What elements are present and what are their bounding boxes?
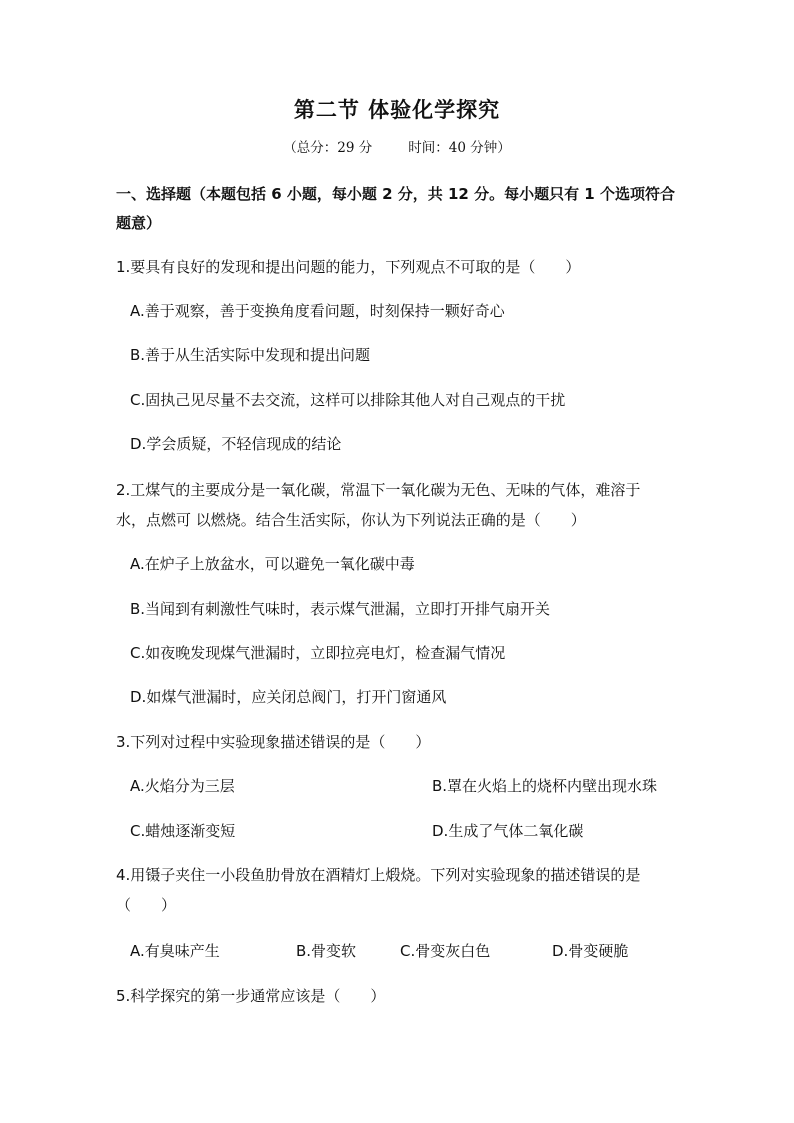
question-1-option-a: A.善于观察，善于变换角度看问题，时刻保持一颗好奇心 <box>130 302 505 320</box>
total-score: （总分：29 分 <box>283 140 373 156</box>
time-limit: 时间：40 分钟） <box>408 140 511 156</box>
exam-info <box>0 136 794 156</box>
question-4-stem-line-2: （ ） <box>116 896 177 914</box>
question-2-option-c: C.如夜晚发现煤气泄漏时，立即拉亮电灯，检查漏气情况 <box>130 644 506 662</box>
question-2-stem-line-1: 2.工煤气的主要成分是一氧化碳，常温下一氧化碳为无色、无味的气体，难溶于 <box>116 481 641 499</box>
question-3-option-b: B.罩在火焰上的烧杯内壁出现水珠 <box>432 777 658 795</box>
question-2-option-b: B.当闻到有刺激性气味时，表示煤气泄漏，立即打开排气扇开关 <box>130 600 551 618</box>
question-4-option-b: B.骨变软 <box>296 942 357 960</box>
question-4-option-c: C.骨变灰白色 <box>400 942 491 960</box>
question-3-option-c: C.蜡烛逐渐变短 <box>130 822 236 840</box>
question-3-stem: 3.下列对过程中实验现象描述错误的是（ ） <box>116 733 431 751</box>
question-1-option-d: D.学会质疑，不轻信现成的结论 <box>130 435 342 453</box>
question-5-stem: 5.科学探究的第一步通常应该是（ ） <box>116 987 386 1005</box>
question-4-option-d: D.骨变硬脆 <box>552 942 629 960</box>
question-2-option-a: A.在炉子上放盆水，可以避免一氧化碳中毒 <box>130 555 415 573</box>
question-2-option-d: D.如煤气泄漏时，应关闭总阀门，打开门窗通风 <box>130 688 447 706</box>
section-heading: 一、选择题（本题包括 6 小题，每小题 2 分，共 12 分。每小题只有 1 个选项符合题意） <box>116 185 675 232</box>
question-1-stem: 1.要具有良好的发现和提出问题的能力，下列观点不可取的是（ ） <box>116 258 581 276</box>
question-3-option-d: D.生成了气体二氧化碳 <box>432 822 584 840</box>
question-3-option-a: A.火焰分为三层 <box>130 777 235 795</box>
question-1-option-b: B.善于从生活实际中发现和提出问题 <box>130 346 371 364</box>
question-4-stem-line-1: 4.用镊子夹住一小段鱼肋骨放在酒精灯上煅烧。下列对实验现象的描述错误的是 <box>116 866 641 884</box>
question-4-option-a: A.有臭味产生 <box>130 942 220 960</box>
question-2-stem-line-2: 水，点燃可 以燃烧。结合生活实际，你认为下列说法正确的是（ ） <box>116 511 586 529</box>
page-title: 第二节 体验化学探究 <box>293 98 501 122</box>
question-1-option-c: C.固执己见尽量不去交流，这样可以排除其他人对自己观点的干扰 <box>130 391 566 409</box>
